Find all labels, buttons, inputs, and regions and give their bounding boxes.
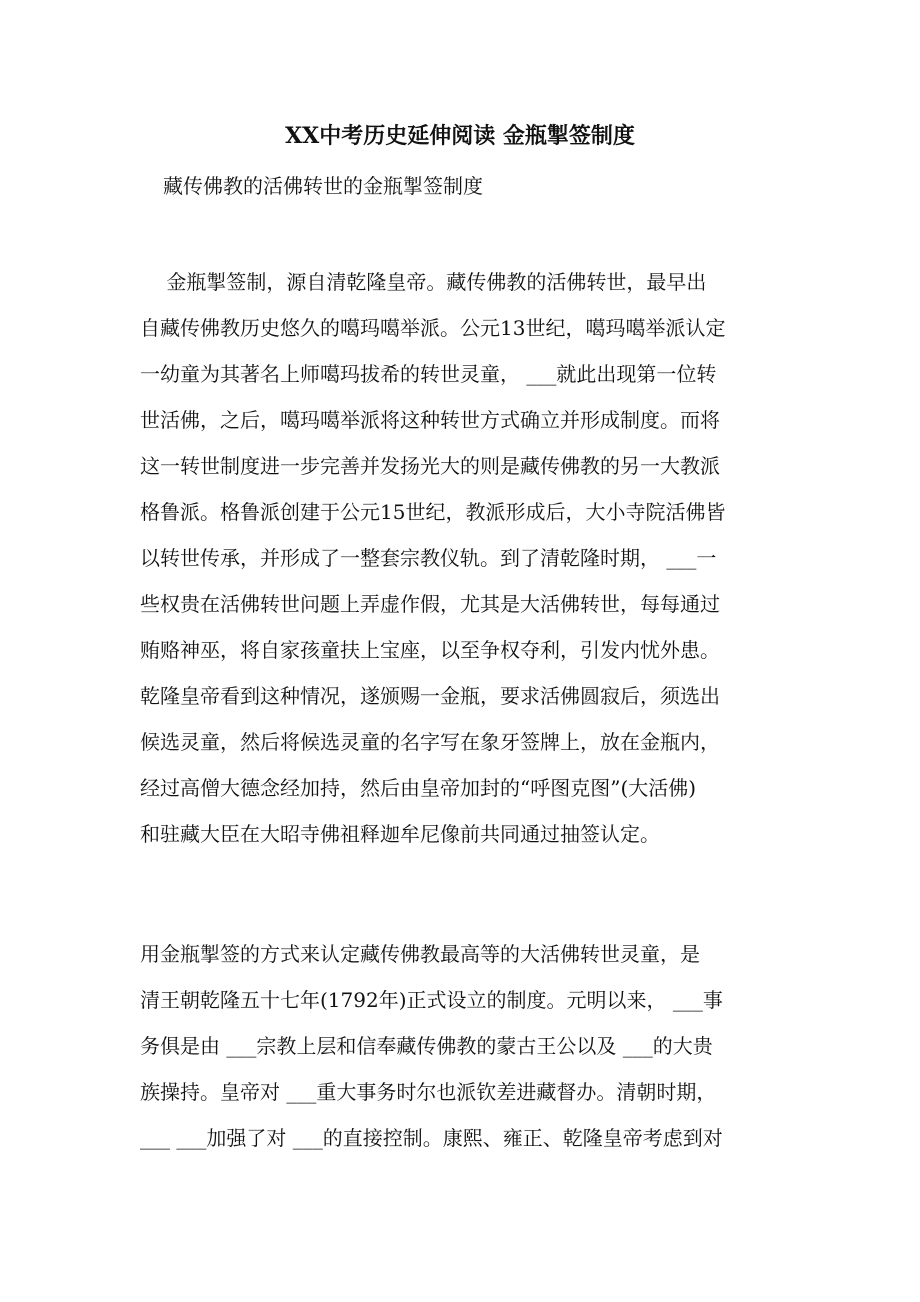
paragraph-line: 用金瓶掣签的方式来认定藏传佛教最高等的大活佛转世灵童，是: [140, 942, 700, 966]
paragraph-2: [140, 931, 723, 1161]
paragraph-line: 一幼童为其著名上师噶玛拔希的转世灵童， ___就此出现第一位转: [140, 362, 717, 386]
paragraph-line: ___ ___加强了对 ___的直接控制。康熙、雍正、乾隆皇帝考虑到对: [140, 1126, 723, 1150]
paragraph-line: 经过高僧大德念经加持，然后由皇帝加封的“呼图克图”(大活佛): [140, 776, 697, 800]
paragraph-line: 以转世传承，并形成了一整套宗教仪轨。到了清乾隆时期， ___一: [140, 546, 717, 570]
paragraph-line: 族操持。皇帝对 ___重大事务时尔也派钦差进藏督办。清朝时期，: [140, 1080, 717, 1104]
paragraph-line: 些权贵在活佛转世问题上弄虚作假，尤其是大活佛转世，每每通过: [140, 592, 720, 616]
paragraph-line: 贿赂神巫，将自家孩童扶上宝座，以至争权夺利，引发内忧外患。: [140, 638, 720, 662]
paragraph-line: 清王朝乾隆五十七年(1792年)正式设立的制度。元明以来， ___事: [140, 988, 723, 1012]
paragraph-1: [140, 259, 725, 857]
paragraph-line: 自藏传佛教历史悠久的噶玛噶举派。公元13世纪，噶玛噶举派认定: [140, 316, 726, 340]
document-subtitle: 藏传佛教的活佛转世的金瓶掣签制度: [163, 174, 483, 198]
paragraph-line: 金瓶掣签制，源自清乾隆皇帝。藏传佛教的活佛转世，最早出: [140, 270, 707, 294]
paragraph-line: 候选灵童，然后将候选灵童的名字写在象牙签牌上，放在金瓶内，: [140, 730, 720, 754]
paragraph-line: 和驻藏大臣在大昭寺佛祖释迦牟尼像前共同通过抽签认定。: [140, 822, 660, 846]
paragraph-line: 世活佛，之后，噶玛噶举派将这种转世方式确立并形成制度。而将: [140, 408, 720, 432]
document-title: XX中考历史延伸阅读 金瓶掣签制度: [285, 123, 635, 149]
paragraph-line: 格鲁派。格鲁派创建于公元15世纪，教派形成后，大小寺院活佛皆: [140, 500, 726, 524]
paragraph-line: 这一转世制度进一步完善并发扬光大的则是藏传佛教的另一大教派: [140, 454, 720, 478]
paragraph-line: 务俱是由 ___宗教上层和信奉藏传佛教的蒙古王公以及 ___的大贵: [140, 1034, 713, 1058]
paragraph-line: 乾隆皇帝看到这种情况，遂颁赐一金瓶，要求活佛圆寂后，须选出: [140, 684, 720, 708]
